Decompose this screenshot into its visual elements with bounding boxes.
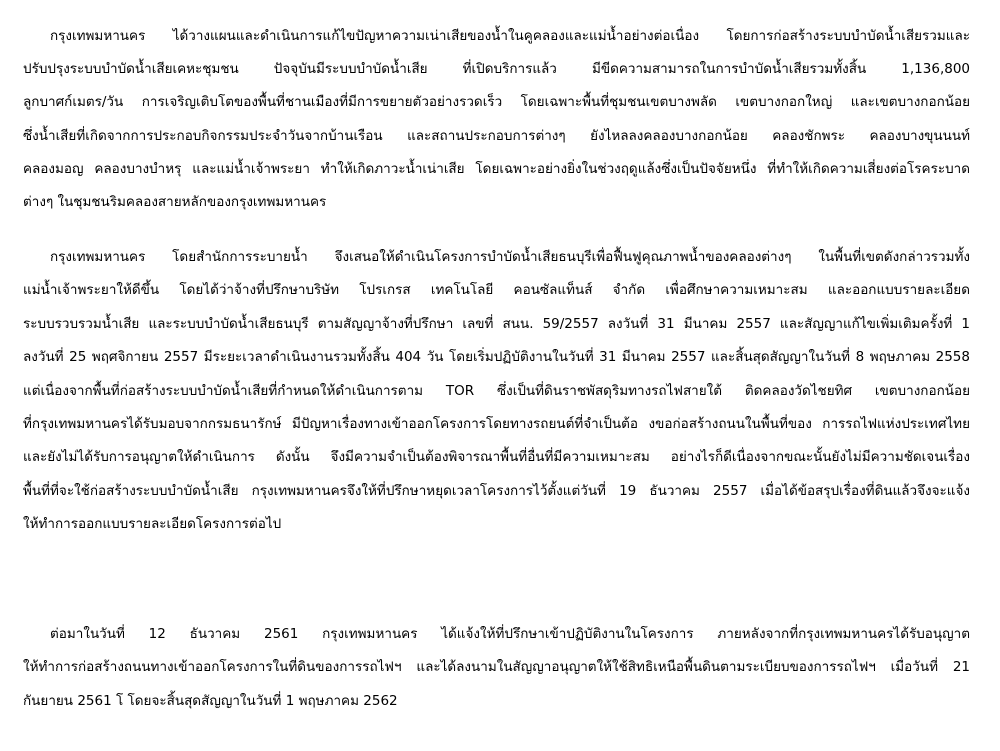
paragraph-3-line-1: ต่อมาในวันที่ 12 ธันวาคม 2561 กรุงเทพมหานคร ได้แจ้งให้ที่ปรึกษาเข้าปฏิบัติงานในโครงการ ภายหลังจากที่กรุงเทพมหานครได้รับอนุญาต: [50, 626, 970, 642]
paragraph-1-line-2: ปรับปรุงระบบบำบัดน้ำเสียเคหะชุมชน ปัจจุบันมีระบบบำบัดน้ำเสีย ที่เปิดบริการแล้ว มีขีดความสามารถในการบำบัดน้ำเสียรวมทั้งสิ้น 1,136,800: [23, 61, 970, 77]
paragraph-2-line-5: แต่เนื่องจากพื้นที่ก่อสร้างระบบบำบัดน้ำเสียที่กำหนดให้ดำเนินการตาม TOR ซึ่งเป็นที่ดินราชพัสดุริมทางรถไฟสายใต้ ติดคลองวัดไชยทิศ เขตบางกอกน้อย: [23, 383, 970, 399]
paragraph-2-line-7: และยังไม่ได้รับการอนุญาตให้ดำเนินการ ดังนั้น จึงมีความจำเป็นต้องพิจารณาพื้นที่อื่นที่มีความเหมาะสม อย่างไรก็ดีเนื่องจากขณะนั้นยังไม่มีความชัดเจนเรื่อง: [23, 449, 970, 465]
paragraph-2-line-4: ลงวันที่ 25 พฤศจิกายน 2557 มีระยะเวลาดำเนินงานรวมทั้งสิ้น 404 วัน โดยเริ่มปฏิบัติงานในวันที่ 31 มีนาคม 2557 และสิ้นสุดสัญญาในวันที่ 8 พฤษภาคม 2558: [23, 349, 970, 365]
paragraph-1-line-4: ซึ่งน้ำเสียที่เกิดจากการประกอบกิจกรรมประจำวันจากบ้านเรือน และสถานประกอบการต่างๆ ยังไหลลงคลองบางกอกน้อย คลองชักพระ คลองบางขุนนนท์: [23, 128, 970, 144]
paragraph-1-line-5: คลองมอญ คลองบางบำหรุ และแม่น้ำเจ้าพระยา ทำให้เกิดภาวะน้ำเน่าเสีย โดยเฉพาะอย่างยิ่งในช่วงฤดูแล้งซึ่งเป็นปัจจัยหนึ่ง ที่ทำให้เกิดความเสี่ยงต่อโรคระบาด: [23, 161, 970, 177]
paragraph-1-line-3: ลูกบาศก์เมตร/วัน การเจริญเติบโตของพื้นที่ชานเมืองที่มีการขยายตัวอย่างรวดเร็ว โดยเฉพาะพื้นที่ชุมชนเขตบางพลัด เขตบางกอกใหญ่ และเขตบางกอกน้อย: [23, 94, 970, 110]
paragraph-2-line-2: แม่น้ำเจ้าพระยาให้ดีขึ้น โดยได้ว่าจ้างที่ปรึกษาบริษัท โปรเกรส เทคโนโลยี คอนซัลแท็นส์ จำกัด เพื่อศึกษาความเหมาะสม และออกแบบรายละเอียด: [23, 282, 970, 298]
paragraph-1-line-6: ต่างๆ ในชุมชนริมคลองสายหลักของกรุงเทพมหานคร: [23, 194, 327, 210]
paragraph-2-line-6: ที่กรุงเทพมหานครได้รับมอบจากกรมธนารักษ์ มีปัญหาเรื่องทางเข้าออกโครงการโดยทางรถยนต์ที่จำเป็นต้อ งขอก่อสร้างถนนในพื้นที่ของ การรถไฟแห่งประเทศไทย: [23, 416, 970, 432]
paragraph-2-line-8: พื้นที่ที่จะใช้ก่อสร้างระบบบำบัดน้ำเสีย กรุงเทพมหานครจึงให้ที่ปรึกษาหยุดเวลาโครงการไว้ตั้งแต่วันที่ 19 ธันวาคม 2557 เมื่อได้ข้อสรุปเรื่องที่ดินแล้วจึงจะแจ้ง: [23, 483, 970, 499]
paragraph-2-line-1: กรุงเทพมหานคร โดยสำนักการระบายน้ำ จึงเสนอให้ดำเนินโครงการบำบัดน้ำเสียธนบุรีเพื่อฟื้นฟูคุณภาพน้ำของคลองต่างๆ ในพื้นที่เขตดังกล่าวรวมทั้ง: [50, 249, 970, 265]
paragraph-3-line-2: ให้ทำการก่อสร้างถนนทางเข้าออกโครงการในที่ดินของการรถไฟฯ และได้ลงนามในสัญญาอนุญาตให้ใช้สิทธิเหนือพื้นดินตามระเบียบของการรถไฟฯ เมื่อวันที่ 21: [23, 659, 970, 675]
paragraph-3-line-3: กันยายน 2561 โ โดยจะสิ้นสุดสัญญาในวันที่ 1 พฤษภาคม 2562: [23, 693, 398, 709]
paragraph-2-line-3: ระบบรวบรวมน้ำเสีย และระบบบำบัดน้ำเสียธนบุรี ตามสัญญาจ้างที่ปรึกษา เลขที่ สนน. 59/2557 ลงวันที่ 31 มีนาคม 2557 และสัญญาแก้ไขเพิ่มเติมครั้งที่ 1: [23, 316, 970, 332]
paragraph-1-line-1: กรุงเทพมหานคร ได้วางแผนและดำเนินการแก้ไขปัญหาความเน่าเสียของน้ำในคูคลองและแม่น้ำอย่างต่อเนื่อง โดยการก่อสร้างระบบบำบัดน้ำเสียรวมและ: [50, 28, 970, 44]
paragraph-2-line-9: ให้ทำการออกแบบรายละเอียดโครงการต่อไป: [23, 516, 282, 532]
